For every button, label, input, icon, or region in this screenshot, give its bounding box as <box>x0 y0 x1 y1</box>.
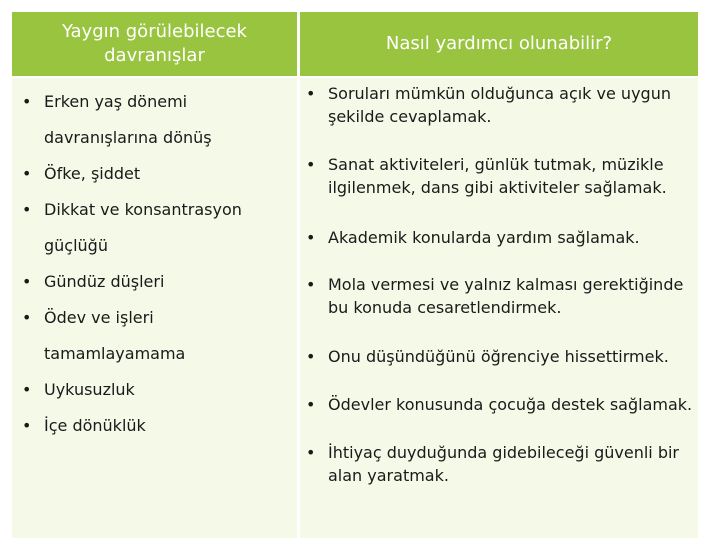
help-text: Sanat aktiviteleri, günlük tutmak, müzikle ilgilenmek, dans gibi aktiviteler sağlamak. <box>328 155 667 197</box>
behavior-continuation: güçlüğü <box>44 236 108 255</box>
bullet-icon: • <box>22 164 32 183</box>
bullet-icon: • <box>306 443 316 462</box>
bullet-icon: • <box>306 155 316 174</box>
bullet-icon: • <box>306 395 316 414</box>
help-text: Mola vermesi ve yalnız kalması gerektiğinde bu konuda cesaretlendirmek. <box>328 275 684 317</box>
bullet-icon: • <box>306 228 316 247</box>
behavior-continuation: tamamlayamama <box>44 344 186 363</box>
behavior-text: Öfke, şiddet <box>44 164 141 183</box>
row-divider <box>12 76 698 78</box>
bullet-icon: • <box>22 92 32 111</box>
behavior-text: Ödev ve işleri <box>44 308 154 327</box>
header-help-label: Nasıl yardımcı olunabilir? <box>385 33 613 54</box>
behavior-text: Dikkat ve konsantrasyon <box>44 200 242 219</box>
behavior-text: Uykusuzluk <box>44 380 135 399</box>
bullet-icon: • <box>22 380 32 399</box>
header-behaviors-label: Yaygın görülebilecek davranışlar <box>62 21 247 66</box>
bullet-icon: • <box>22 272 32 291</box>
help-text: Onu düşündüğünü öğrenciye hissettirmek. <box>328 347 669 366</box>
behavior-continuation: davranışlarına dönüş <box>44 128 212 147</box>
behavior-text: Gündüz düşleri <box>44 272 165 291</box>
behavior-text: Erken yaş dönemi <box>44 92 188 111</box>
column-divider <box>297 12 300 538</box>
bullet-icon: • <box>306 275 316 294</box>
behavior-text: İçe dönüklük <box>44 416 146 435</box>
help-text: Akademik konularda yardım sağlamak. <box>328 228 640 247</box>
bullet-icon: • <box>22 200 32 219</box>
help-text: İhtiyaç duyduğunda gidebileceği güvenli bir alan yaratmak. <box>328 443 680 485</box>
bullet-icon: • <box>306 347 316 366</box>
bullet-icon: • <box>22 416 32 435</box>
help-text: Soruları mümkün olduğunca açık ve uygun şekilde cevaplamak. <box>328 84 671 126</box>
help-text: Ödevler konusunda çocuğa destek sağlamak. <box>328 395 693 414</box>
header-behaviors <box>12 12 297 76</box>
bullet-icon: • <box>306 84 316 103</box>
bullet-icon: • <box>22 308 32 327</box>
header-help <box>300 12 698 76</box>
